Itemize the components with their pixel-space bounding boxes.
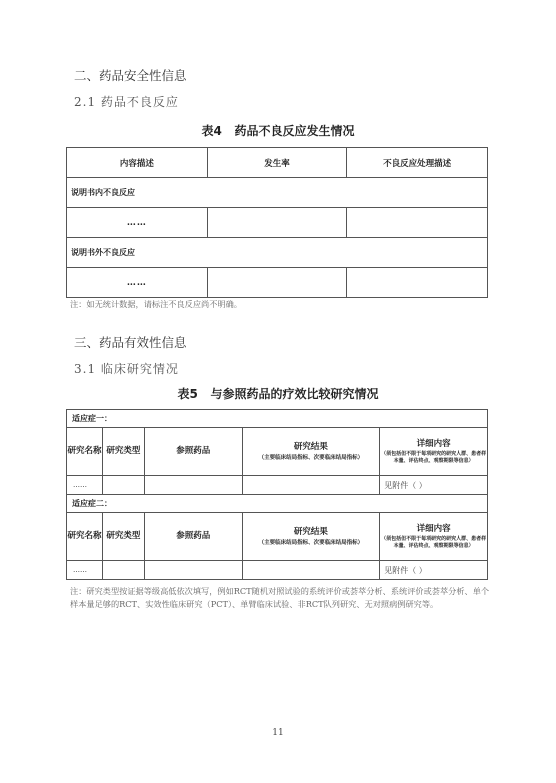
indication-2-label: 适应症二：: [67, 495, 488, 513]
placeholder-dots: ……: [67, 268, 208, 298]
header-study-result: [242, 513, 380, 561]
header-study-name: 研究名称: [67, 513, 103, 561]
header-handling-description: 不良反应处理描述: [347, 148, 488, 178]
header-details-label: 详细内容: [416, 439, 451, 449]
header-study-name: 研究名称: [67, 428, 103, 476]
table-row: [67, 208, 488, 238]
table-header-row: [67, 428, 488, 476]
header-study-result-label: 研究结果: [293, 442, 328, 452]
empty-cell: [347, 208, 488, 238]
empty-cell: [242, 561, 380, 580]
table-row: [67, 238, 488, 268]
table-row: [67, 495, 488, 513]
header-study-result-sub: （主要临床结局指标、次要临床结局指标）: [258, 540, 364, 546]
header-details-sub: （须包括但不限于每项研究的研究人群、患者样本量、评估终点、观察期限等信息）: [381, 451, 487, 464]
attachment-reference: 见附件（ ）: [380, 476, 488, 495]
table-header-row: [67, 148, 488, 178]
table-row: [67, 268, 488, 298]
empty-cell: [144, 476, 242, 495]
header-details-sub: （须包括但不限于每项研究的研究人群、患者样本量、评估终点、观察期限等信息）: [381, 536, 487, 549]
placeholder-dots: ……: [67, 561, 103, 580]
table-row: [67, 410, 488, 428]
section-3-1-heading: 3.1 临床研究情况: [74, 362, 179, 376]
table5-caption-label: 表5: [177, 387, 198, 401]
header-study-type: 研究类型: [102, 513, 144, 561]
placeholder-dots: ……: [67, 476, 103, 495]
empty-cell: [242, 476, 380, 495]
table5-caption: [0, 385, 556, 402]
header-study-result-sub: （主要临床结局指标、次要临床结局指标）: [258, 455, 364, 461]
header-study-result-label: 研究结果: [293, 527, 328, 537]
table-row: [67, 178, 488, 208]
empty-cell: [207, 268, 347, 298]
table-header-row: [67, 513, 488, 561]
empty-cell: [102, 476, 144, 495]
header-study-result: [242, 428, 380, 476]
empty-cell: [144, 561, 242, 580]
section-3-heading: 三、药品有效性信息: [74, 335, 187, 350]
header-details-label: 详细内容: [416, 524, 451, 534]
table-row: [67, 561, 488, 580]
table5-note: 注：研究类型按证据等级高低依次填写，例如RCT随机对照试验的系统评价或荟萃分析、系统评价或荟萃分析、单个样本量足够的RCT、实效性临床研究（PCT）、单臂临床试验、非RCT队列研究、无对照病例研究等。: [70, 586, 490, 609]
page-number: 11: [272, 728, 284, 738]
attachment-reference: 见附件（ ）: [380, 561, 488, 580]
empty-cell: [102, 561, 144, 580]
header-reference-drug: 参照药品: [144, 428, 242, 476]
table5-caption-title: 与参照药品的疗效比较研究情况: [210, 387, 379, 401]
header-content-description: 内容描述: [67, 148, 208, 178]
table4-note: 注：如无统计数据，请标注不良反应尚不明确。: [70, 299, 242, 309]
adverse-reaction-table: [66, 147, 488, 298]
header-details: [380, 428, 488, 476]
header-reference-drug: 参照药品: [144, 513, 242, 561]
table4-caption: [0, 122, 556, 139]
table4-caption-title: 药品不良反应发生情况: [234, 124, 355, 138]
table-row: [67, 476, 488, 495]
empty-cell: [207, 208, 347, 238]
header-details: [380, 513, 488, 561]
table4-caption-label: 表4: [201, 124, 222, 138]
efficacy-comparison-table: [66, 409, 488, 580]
off-label-reactions-label: 说明书外不良反应: [67, 238, 488, 268]
in-label-reactions-label: 说明书内不良反应: [67, 178, 488, 208]
section-2-heading: 二、药品安全性信息: [74, 68, 187, 83]
empty-cell: [347, 268, 488, 298]
placeholder-dots: ……: [67, 208, 208, 238]
header-incidence: 发生率: [207, 148, 347, 178]
section-2-1-heading: 2.1 药品不良反应: [74, 95, 179, 109]
indication-1-label: 适应症一：: [67, 410, 488, 428]
header-study-type: 研究类型: [102, 428, 144, 476]
